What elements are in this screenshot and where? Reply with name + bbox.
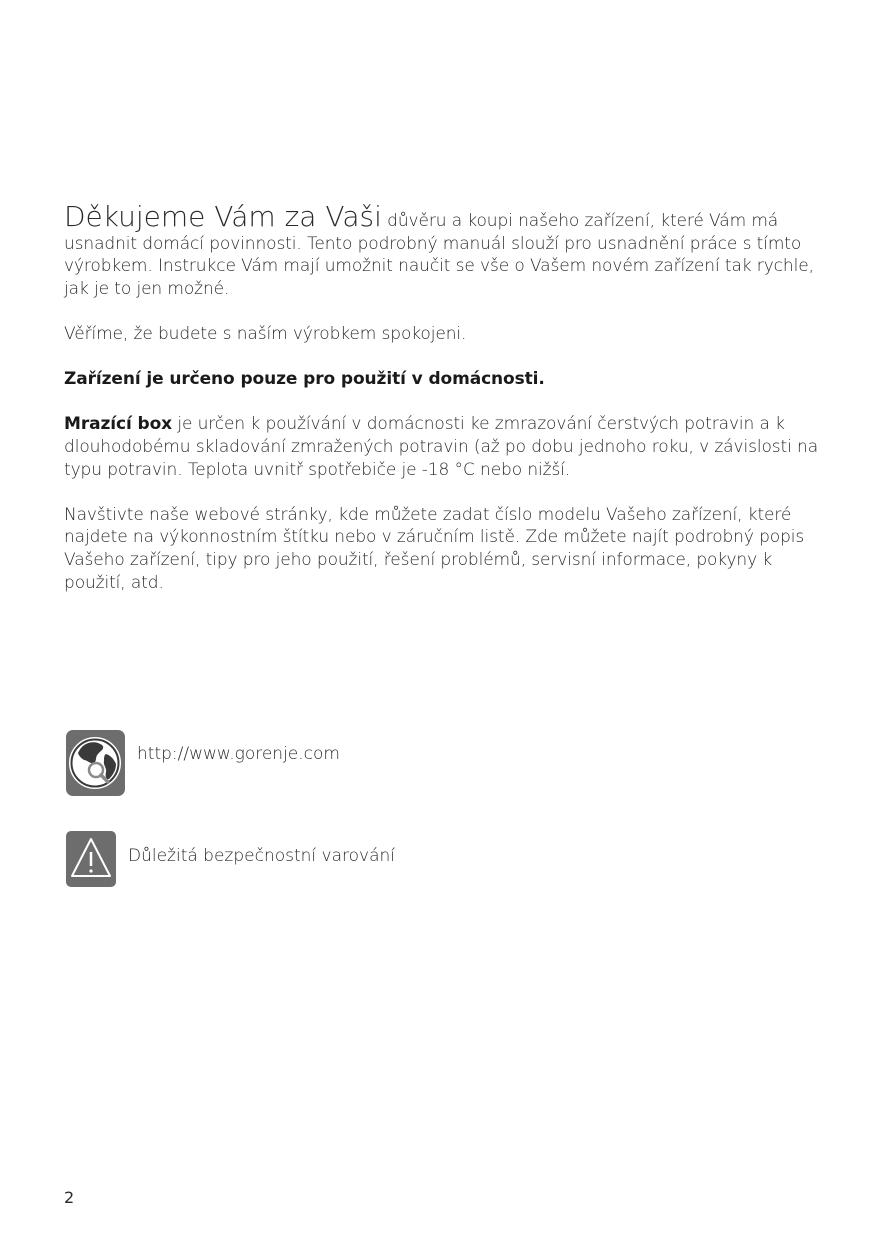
freezer-text: je určen k používání v domácnosti ke zmrazování čerstvých potravin a k dlouhodobému skladování zmražených potravin (až po dobu jednoho roku, v závislosti na typu potravin. Teplota uvnitř spotřebiče je -18 °C nebo nižší. [64,414,819,480]
intro-paragraph [64,200,824,300]
warning-triangle-icon [66,831,116,887]
freezer-paragraph [64,413,824,481]
website-row [66,730,340,796]
main-content [64,200,824,617]
page-number: 2 [64,1188,75,1207]
household-notice: Zařízení je určeno pouze pro použití v domácnosti. [64,369,545,390]
satisfaction-paragraph: Věříme, že budete s naším výrobkem spokojeni. [64,323,467,344]
freezer-term: Mrazící box [64,414,173,435]
intro-lead: Děkujeme Vám za Vaši [64,200,382,233]
globe-search-icon [66,730,125,796]
intro-text: důvěru a koupi našeho zařízení, které Vám má usnadnit domácí povinnosti. Tento podrobný manuál slouží pro usnadnění práce s tímto výrobkem. Instrukce Vám mají umožnit naučit se vše o Vašem novém zařízení tak rychle, jak je to jen možné. [64,211,814,299]
warning-label: Důležitá bezpečnostní varování [128,846,396,866]
warning-row [66,831,395,887]
website-link[interactable]: http://www.gorenje.com [137,744,340,764]
website-paragraph: Navštivte naše webové stránky, kde můžete zadat číslo modelu Vašeho zařízení, které najdete na výkonnostním štítku nebo v záručním listě. Zde můžete najít podrobný popis Vašeho zařízení, tipy pro jeho použití, řešení problémů, servisní informace, pokyny k použití, atd. [64,504,805,593]
